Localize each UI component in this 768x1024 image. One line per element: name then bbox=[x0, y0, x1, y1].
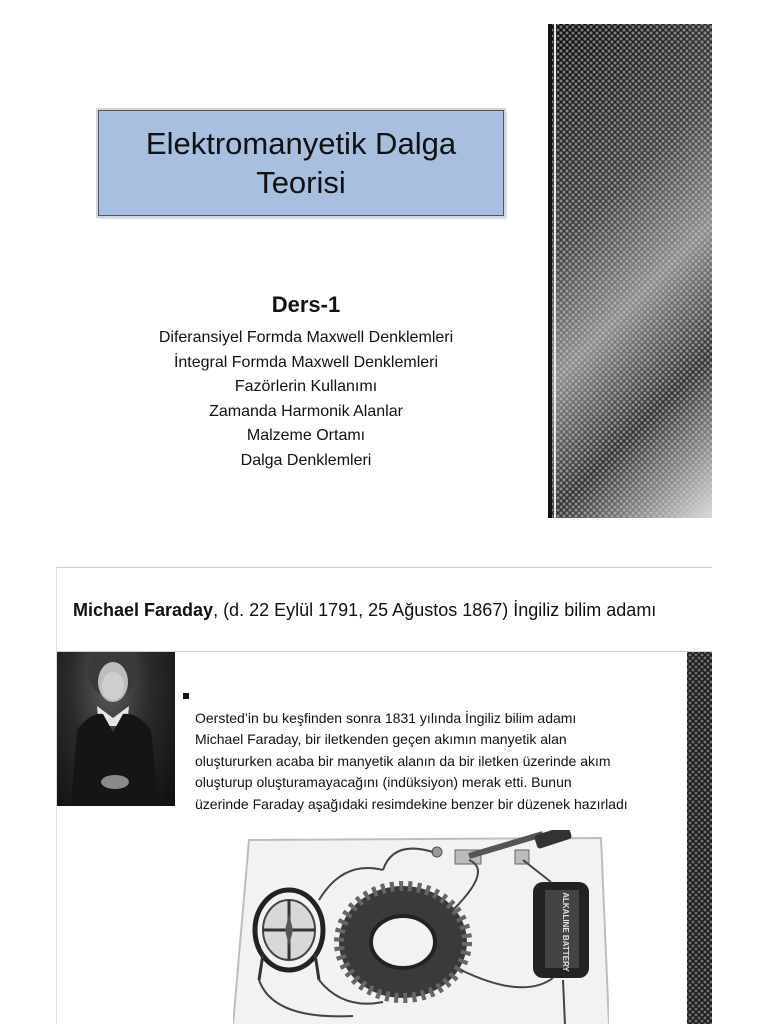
topic-item: Dalga Denklemleri bbox=[240, 451, 372, 469]
topic-item: Fazörlerin Kullanımı bbox=[234, 378, 378, 395]
bullet-paragraph bbox=[183, 686, 712, 815]
lesson-subtitle: Ders-1 bbox=[271, 292, 341, 317]
topic-item: Malzeme Ortamı bbox=[246, 427, 366, 444]
header-text bbox=[73, 600, 656, 621]
topic-item: İntegral Formda Maxwell Denklemleri bbox=[173, 353, 439, 371]
faraday-slide bbox=[56, 567, 712, 1024]
bullet-body: Oersted’in bu keşfinden sonra 1831 yılında İngiliz bilim adamı Michael Faraday, bir iletkenden geçen akımın manyetik alan oluştururken acaba bir manyetik alanın da bir iletken üzerinde akım oluşturup oluşturamayacağını (indüksiyon) merak etti. Bunun üzerinde Faraday aşağıdaki resimdekine benzer bir düzenek hazırladı bbox=[195, 709, 628, 812]
topic-item: Zamanda Harmonik Alanlar bbox=[209, 402, 403, 420]
battery-label: ALKALINE BATTERY bbox=[561, 892, 570, 972]
dotted-decoration-panel bbox=[548, 24, 712, 518]
topic-item: Diferansiyel Formda Maxwell Denklemleri bbox=[158, 329, 454, 346]
slide-title: Elektromanyetik Dalga Teorisi bbox=[145, 126, 457, 200]
bullet-square-icon bbox=[183, 693, 189, 699]
title-box bbox=[98, 110, 504, 216]
induction-apparatus-image bbox=[233, 830, 609, 1024]
faraday-portrait-image bbox=[57, 634, 175, 806]
header-name: Michael Faraday bbox=[73, 600, 214, 620]
topic-list bbox=[106, 326, 506, 473]
slide-header bbox=[57, 568, 712, 652]
bullet-text bbox=[183, 686, 712, 815]
header-details: , (d. 22 Eylül 1791, 25 Ağustos 1867) İngiliz bilim adamı bbox=[213, 600, 657, 620]
